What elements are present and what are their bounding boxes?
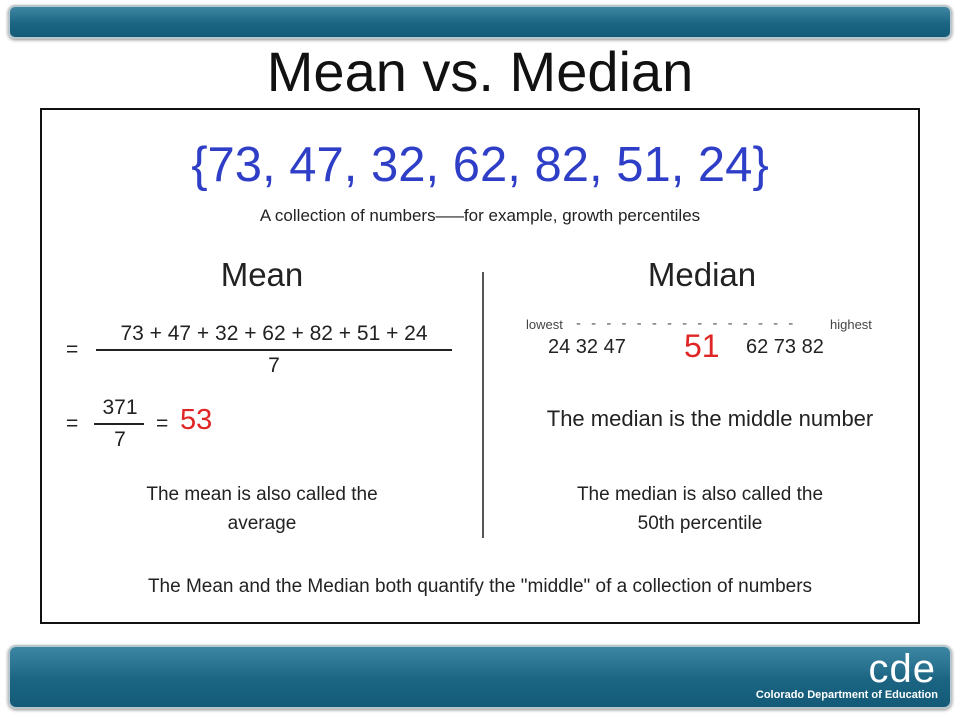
mean-count: 7 — [268, 354, 280, 377]
mean-result: 53 — [180, 404, 213, 436]
median-upper-values: 62 73 82 — [746, 336, 824, 358]
mean-heading: Mean — [220, 256, 304, 293]
median-middle-value: 51 — [684, 328, 720, 364]
organization-name: Colorado Department of Education — [755, 689, 938, 701]
set-description: A collection of numbers–––for example, growth percentiles — [259, 206, 701, 225]
top-banner-bar — [8, 5, 952, 39]
lowest-label: lowest — [526, 317, 563, 332]
number-set: {73, 47, 32, 62, 82, 51, 24} — [191, 138, 769, 192]
column-divider — [482, 272, 484, 538]
cde-logo: cde — [868, 647, 936, 691]
mean-sum-expression: 73 + 47 + 32 + 62 + 82 + 51 + 24 — [120, 322, 428, 345]
median-lower-values: 24 32 47 — [548, 336, 626, 358]
median-note: The median is also called the 50th percentile — [576, 484, 824, 534]
mean-count-2: 7 — [114, 428, 126, 451]
median-statement: The median is the middle number — [546, 406, 874, 431]
summary-footer: The Mean and the Median both quantify the "middle" of a collection of numbers — [147, 576, 813, 597]
median-heading: Median — [647, 256, 757, 293]
mean-equals-sign: = — [66, 338, 79, 361]
bottom-banner-bar — [8, 645, 952, 709]
mean-equals-sign-3: = — [156, 412, 169, 435]
mean-note: The mean is also called the average — [146, 484, 378, 534]
mean-equals-sign-2: = — [66, 412, 79, 435]
ordering-dashes: - - - - - - - - - - - - - - - — [576, 315, 797, 332]
content-panel — [40, 108, 920, 624]
mean-total: 371 — [102, 396, 138, 419]
mean-fraction-bar-2 — [94, 423, 144, 425]
slide-title: Mean vs. Median — [266, 40, 694, 103]
highest-label: highest — [830, 317, 872, 332]
mean-fraction-bar — [96, 349, 452, 351]
